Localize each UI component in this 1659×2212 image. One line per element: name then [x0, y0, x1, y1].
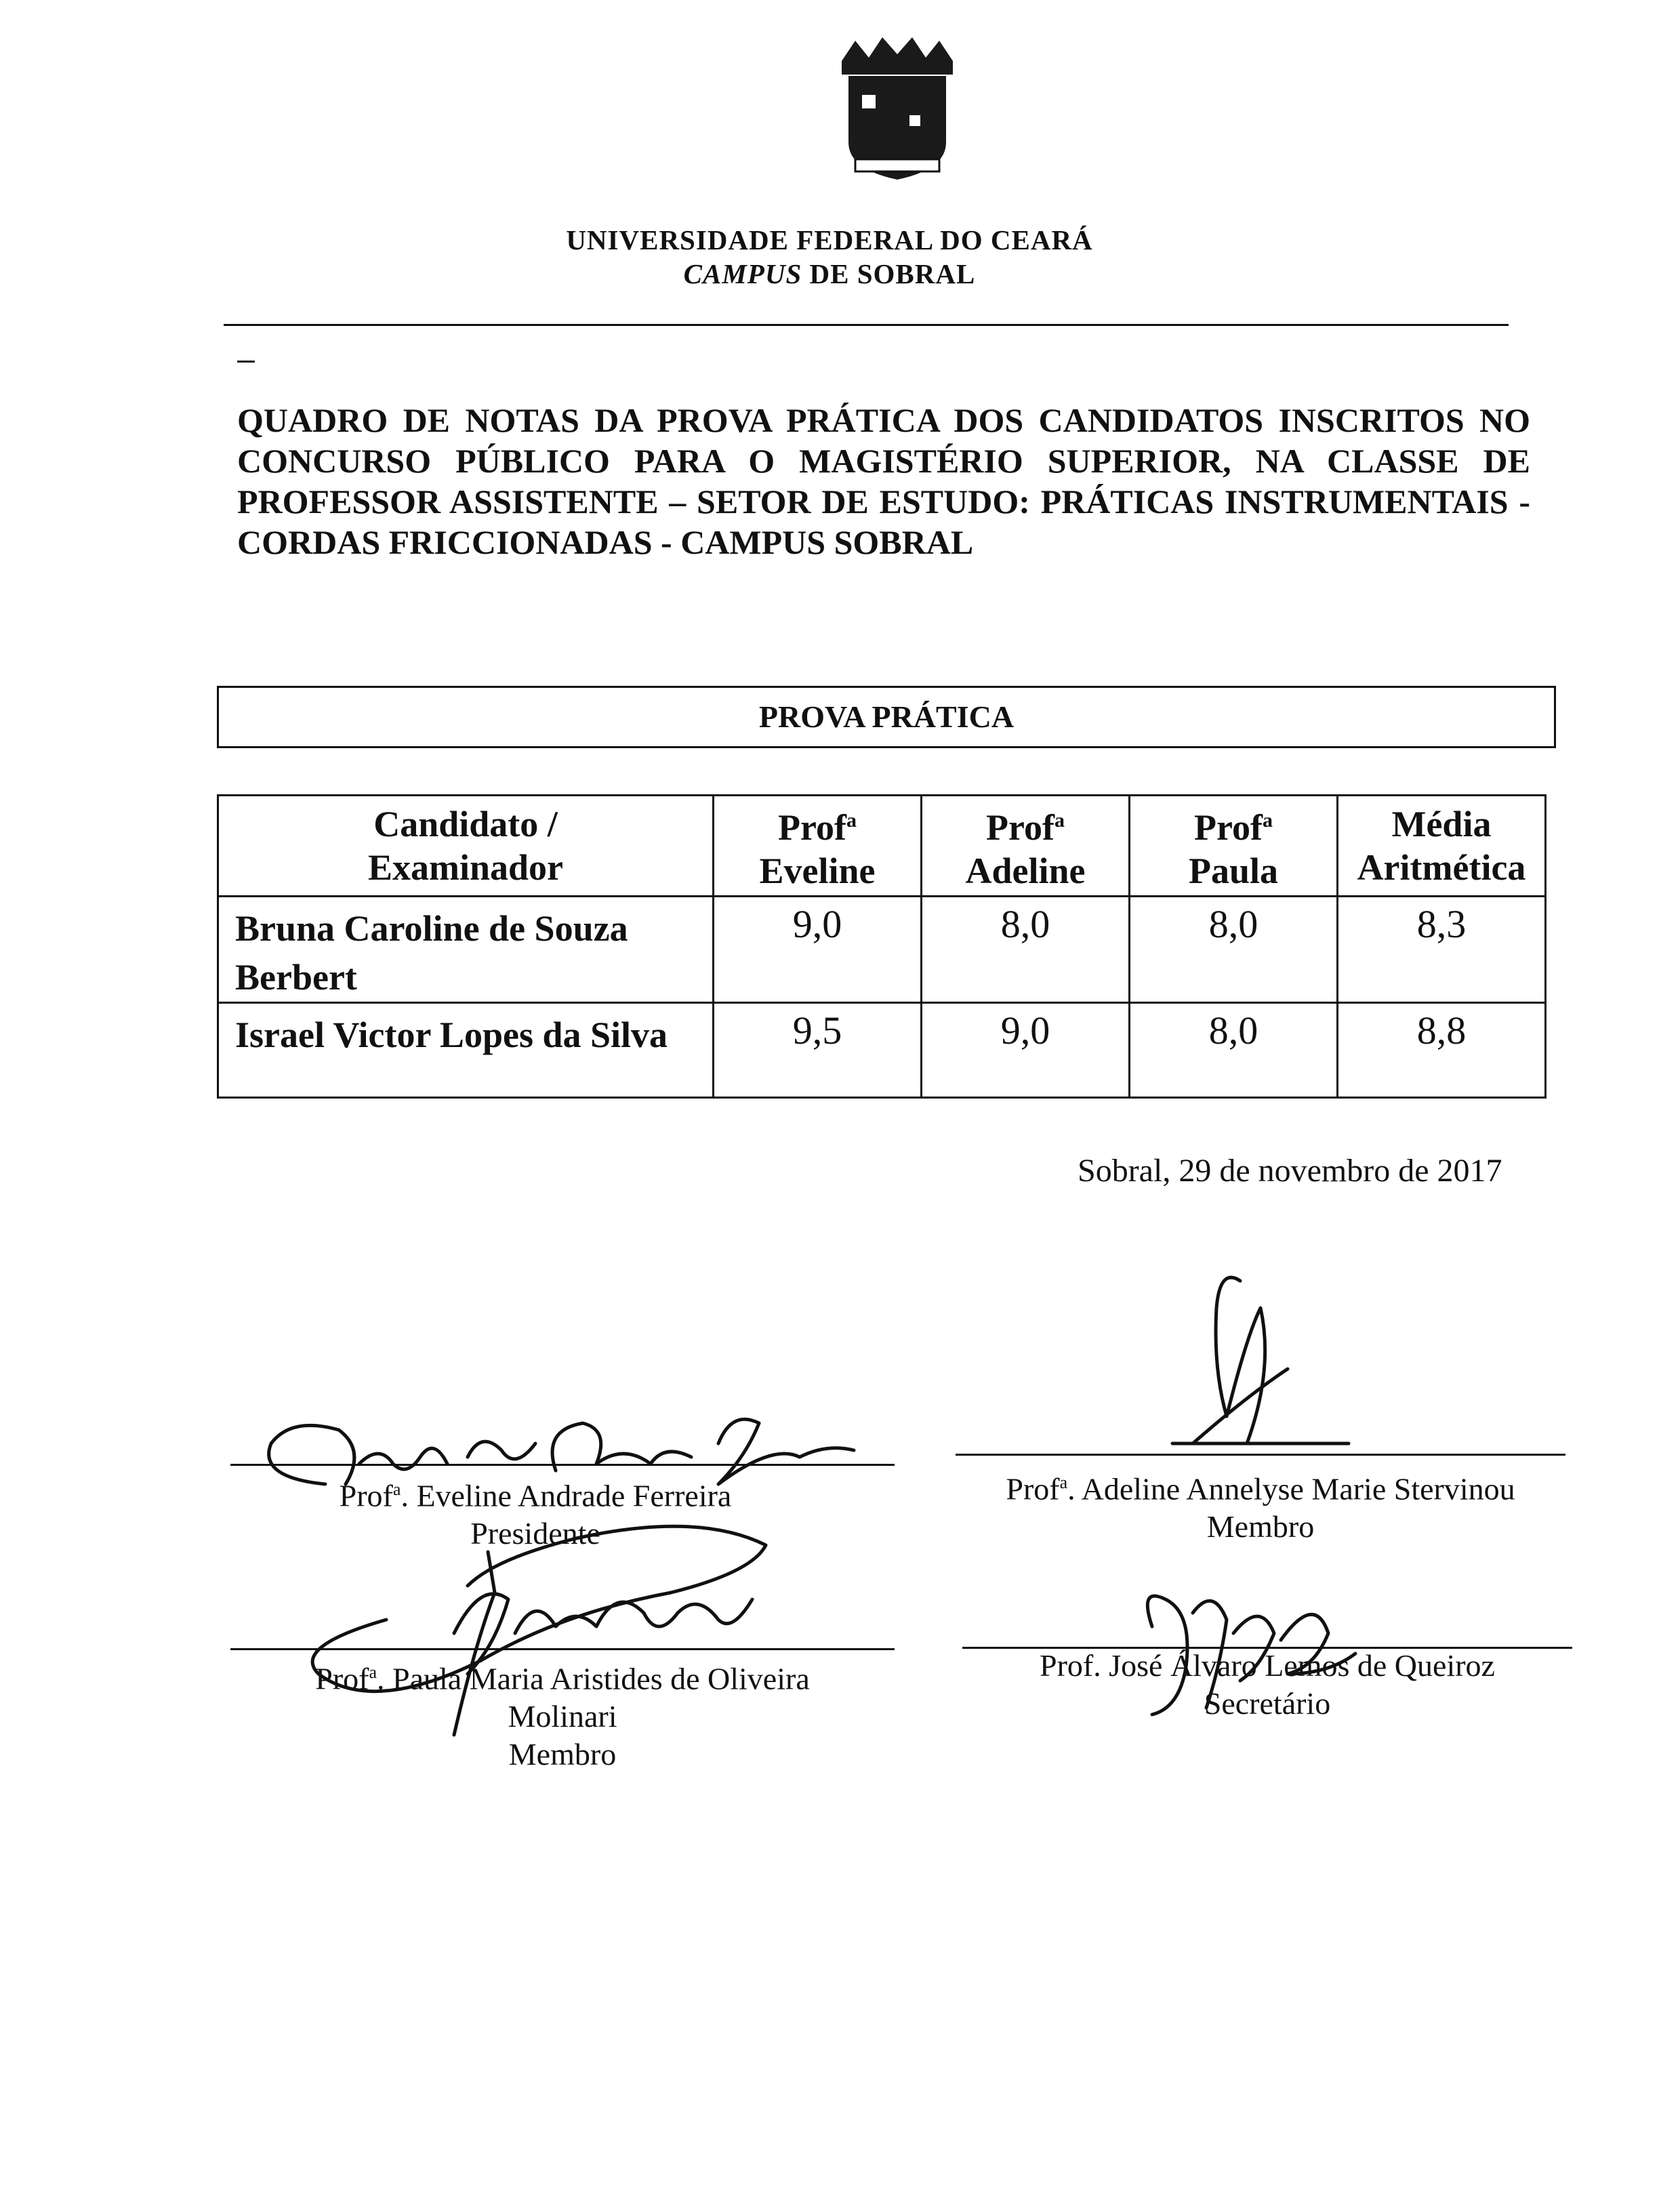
grade-paula: 8,0: [1130, 897, 1338, 1003]
university-name: UNIVERSIDADE FEDERAL DO CEARÁ: [566, 224, 1093, 255]
grade-eveline: 9,0: [714, 897, 922, 1003]
university-crest-icon: [828, 34, 966, 183]
header-media: Média Aritmética: [1338, 796, 1546, 897]
dash-mark: [237, 361, 255, 363]
grade-adeline: 9,0: [922, 1003, 1130, 1098]
date-location: Sobral, 29 de novembro de 2017: [1078, 1153, 1502, 1189]
signer-paula: Prof$^a$. Paula Maria Aristides de Oliveira Molinari Membro: [315, 1661, 810, 1772]
header-divider: [224, 324, 1509, 326]
table-row: [218, 1003, 1546, 1098]
header-adeline: Prof$^a$ Adeline: [922, 796, 1130, 897]
grade-adeline: 8,0: [922, 897, 1130, 1003]
grade-eveline: 9,5: [714, 1003, 922, 1098]
table-row: [218, 897, 1546, 1003]
signature-line-eveline: [230, 1464, 895, 1466]
header-paula: Prof$^a$ Paula: [1130, 796, 1338, 897]
document-title: QUADRO DE NOTAS DA PROVA PRÁTICA DOS CANDIDATOS INSCRITOS NO CONCURSO PÚBLICO PARA O MAGISTÉRIO SUPERIOR, NA CLASSE DE PROFESSOR ASSISTENTE – SETOR DE ESTUDO: PRÁTICAS INSTRUMENTAIS - CORDAS FRICCIONADAS - CAMPUS SOBRAL: [237, 401, 1530, 561]
signer-adeline: Prof$^a$. Adeline Annelyse Marie Stervinou Membro: [1006, 1471, 1515, 1544]
signature-line-paula: [230, 1648, 895, 1650]
signer-eveline: Prof$^a$. Eveline Andrade Ferreira Presidente: [339, 1478, 732, 1551]
grade-media: 8,8: [1338, 1003, 1546, 1098]
candidate-name: Israel Victor Lopes da Silva: [218, 1003, 714, 1098]
grades-table: [217, 794, 1547, 1099]
signature-line-adeline: [956, 1454, 1565, 1456]
grade-paula: 8,0: [1130, 1003, 1338, 1098]
table-header-row: [218, 796, 1546, 897]
section-title: PROVA PRÁTICA: [217, 686, 1556, 748]
signature-adeline: [1152, 1267, 1423, 1471]
header-candidate: Candidato / Examinador: [218, 796, 714, 897]
grade-media: 8,3: [1338, 897, 1546, 1003]
candidate-name: Bruna Caroline de Souza Berbert: [218, 897, 714, 1003]
signer-jose: Prof. José Álvaro Lemos de Queiroz Secretário: [1040, 1648, 1495, 1721]
campus-name: CAMPUS DE SOBRAL: [683, 258, 976, 289]
header-eveline: Prof$^a$ Eveline: [714, 796, 922, 897]
